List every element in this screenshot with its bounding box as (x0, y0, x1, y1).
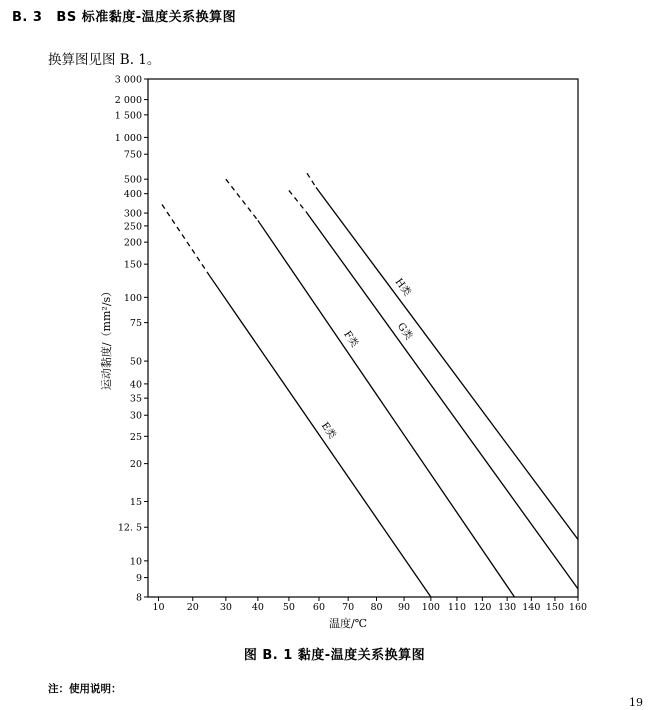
x-tick-label: 10 (152, 602, 165, 613)
x-tick-label: 100 (421, 602, 440, 613)
y-tick-label: 35 (129, 393, 142, 405)
y-tick-label: 1 000 (114, 132, 142, 144)
x-axis-label: 温度/℃ (328, 617, 368, 630)
page-number: 19 (629, 696, 643, 709)
x-tick-label: 40 (251, 602, 264, 613)
series-f-label: F类 (341, 329, 360, 350)
series-lines (162, 173, 578, 597)
x-tick-label: 70 (342, 602, 355, 613)
y-tick-label: 400 (123, 189, 142, 201)
series-e-line (209, 276, 430, 597)
x-tick-label: 90 (398, 602, 411, 613)
series-e-label: E类 (318, 420, 338, 442)
series-h-dashed-line (307, 173, 316, 187)
y-tick-label: 1 500 (114, 110, 142, 122)
series-g-dashed-line (289, 190, 307, 213)
x-tick-label: 80 (370, 602, 383, 613)
figure-caption: 图 B. 1 黏度-温度关系换算图 (243, 648, 426, 663)
y-axis-label: 运动黏度/（mm²/s） (100, 285, 113, 391)
y-tick-label: 9 (135, 573, 142, 585)
y-tick-label: 75 (129, 318, 142, 330)
y-tick-label: 300 (123, 208, 142, 220)
x-axis-ticks (152, 597, 587, 613)
y-tick-label: 50 (129, 356, 142, 368)
intro-text: 换算图见图 B. 1。 (48, 52, 161, 68)
y-tick-label: 2 000 (114, 95, 142, 107)
y-tick-label: 15 (129, 496, 142, 508)
x-tick-label: 140 (522, 602, 541, 613)
y-tick-label: 150 (123, 259, 142, 271)
y-tick-label: 25 (129, 431, 142, 443)
x-tick-label: 110 (447, 602, 467, 613)
y-tick-label: 8 (135, 592, 142, 604)
section-number: B. 3 (12, 10, 43, 25)
series-f-line (258, 220, 515, 597)
section-title: BS 标准黏度-温度关系换算图 (56, 10, 237, 25)
y-tick-label: 40 (129, 379, 142, 391)
x-tick-label: 50 (282, 602, 295, 613)
series-g-line (307, 213, 578, 589)
series-f-dashed-line (226, 179, 258, 220)
y-tick-label: 10 (129, 556, 142, 568)
y-tick-label: 200 (123, 237, 142, 249)
y-tick-label: 250 (123, 221, 142, 233)
series-e-dashed-line (162, 205, 209, 276)
y-tick-label: 500 (123, 174, 142, 186)
x-tick-label: 150 (545, 602, 565, 613)
y-tick-label: 3 000 (114, 74, 142, 86)
x-tick-label: 20 (186, 602, 199, 613)
y-tick-label: 20 (129, 459, 142, 471)
y-tick-label: 100 (123, 292, 142, 304)
y-tick-label: 12. 5 (117, 522, 142, 534)
plot-frame (148, 79, 578, 597)
x-tick-label: 120 (473, 602, 492, 613)
series-h-label: H类 (392, 276, 413, 299)
series-g-label: G类 (394, 321, 415, 343)
y-axis-ticks (115, 75, 148, 604)
x-tick-label: 130 (498, 602, 517, 613)
x-tick-label: 60 (312, 602, 326, 613)
y-tick-label: 750 (123, 149, 142, 161)
series-labels (319, 276, 416, 442)
note-text: 注：使用说明： (48, 683, 122, 695)
y-tick-label: 30 (129, 410, 142, 422)
x-tick-label: 30 (219, 602, 232, 613)
x-tick-label: 160 (568, 602, 588, 613)
